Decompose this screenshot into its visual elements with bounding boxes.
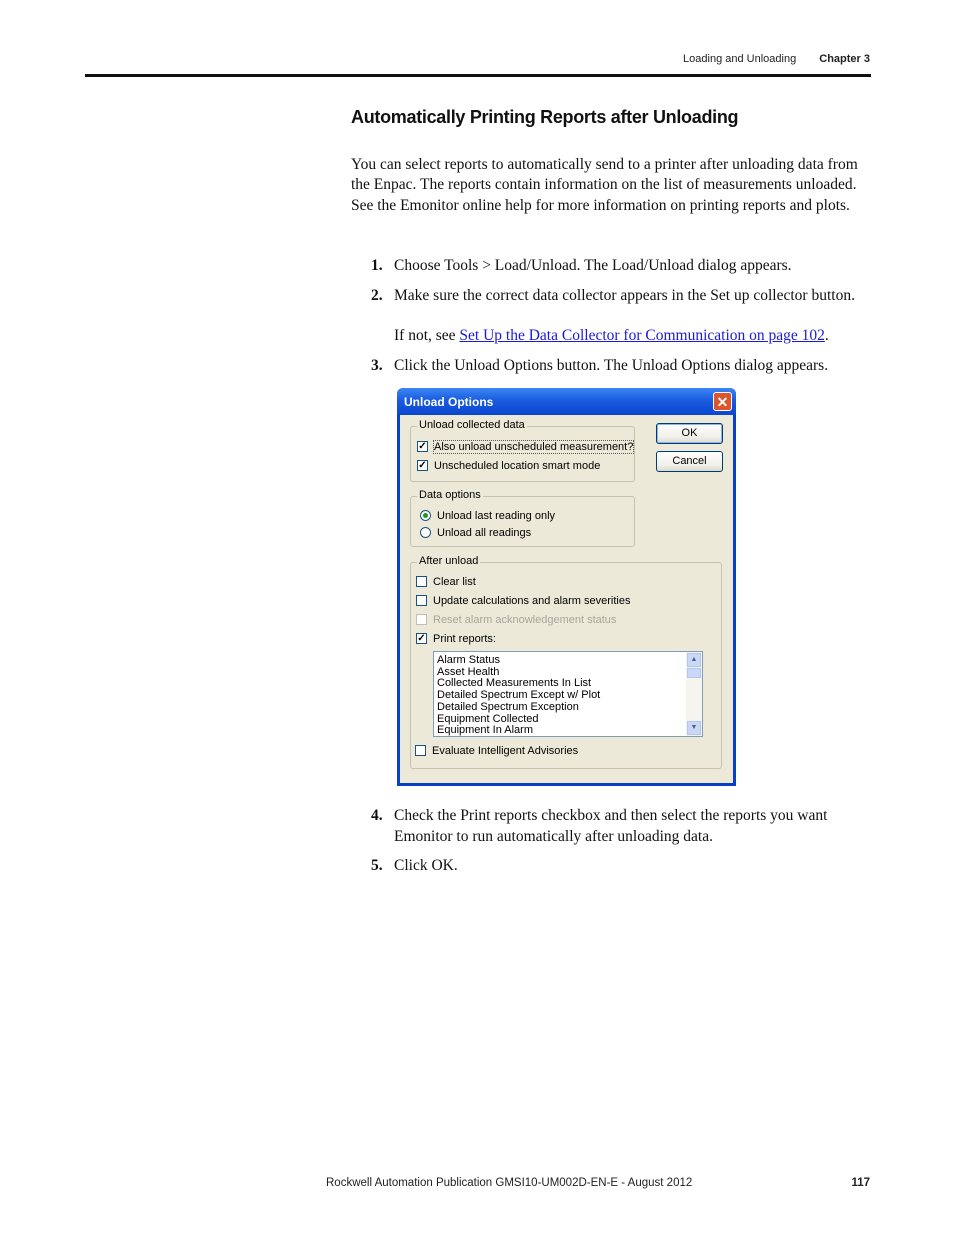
step-number: 5. xyxy=(371,857,383,874)
step-number: 3. xyxy=(371,357,383,374)
group-label: After unload xyxy=(419,555,479,567)
header-rule xyxy=(85,74,871,77)
clear-list-option[interactable] xyxy=(416,576,476,590)
unload-collected-data-group xyxy=(410,419,635,482)
checkbox-checked[interactable]: ✓ xyxy=(417,632,426,644)
header-section: Loading and Unloading xyxy=(683,53,797,65)
group-label: Data options xyxy=(419,489,481,501)
step-number: 2. xyxy=(371,287,383,304)
option-label: Also unload unscheduled measurement? xyxy=(434,441,634,453)
note-suffix: . xyxy=(824,327,829,344)
option-label: Clear list xyxy=(433,576,476,588)
step-4 xyxy=(371,805,871,849)
reset-alarm-option xyxy=(416,614,616,628)
page-number: 117 xyxy=(851,1177,870,1189)
list-item[interactable]: Asset Health xyxy=(437,666,500,678)
step-text: Click the Unload Options button. The Unload Options dialog appears. xyxy=(394,357,829,374)
option-label: Unload all readings xyxy=(437,527,532,539)
checkbox-unchecked[interactable] xyxy=(415,745,426,756)
checkbox-disabled xyxy=(416,614,427,625)
step-2-note xyxy=(394,325,829,346)
footer-publication: Rockwell Automation Publication GMSI10-UM002D-EN-E - August 2012 xyxy=(326,1177,693,1189)
option-label: Update calculations and alarm severities xyxy=(433,595,631,607)
checkbox-unchecked[interactable] xyxy=(416,595,427,606)
step-text: Click OK. xyxy=(394,857,458,874)
close-icon[interactable]: ✕ xyxy=(713,392,732,411)
radio-unselected[interactable] xyxy=(420,527,431,538)
option-label: Evaluate Intelligent Advisories xyxy=(432,745,579,757)
listbox-scrollbar[interactable] xyxy=(686,652,702,736)
step-number: 1. xyxy=(371,257,383,274)
running-header xyxy=(683,53,870,65)
step-text: Choose Tools > Load/Unload. The Load/Unload dialog appears. xyxy=(394,257,792,274)
dialog-title-bar xyxy=(397,388,736,415)
print-reports-option[interactable] xyxy=(416,633,496,647)
smart-mode-option[interactable] xyxy=(417,460,600,474)
header-chapter: Chapter 3 xyxy=(819,53,870,65)
cancel-button[interactable]: Cancel xyxy=(656,451,723,472)
list-item[interactable]: Detailed Spectrum Exception xyxy=(437,701,579,713)
step-number: 4. xyxy=(371,807,383,824)
cross-reference-link[interactable]: Set Up the Data Collector for Communication on page 102 xyxy=(459,327,825,344)
evaluate-advisories-option[interactable] xyxy=(415,745,578,759)
ok-button[interactable]: OK xyxy=(656,423,723,444)
checkbox-unchecked[interactable] xyxy=(416,576,427,587)
step-text: Check the Print reports checkbox and then select the reports you want Emonitor to run automatically after unloading data. xyxy=(394,807,828,845)
step-text: Make sure the correct data collector appears in the Set up collector button. xyxy=(394,287,855,304)
group-label: Unload collected data xyxy=(419,419,525,431)
note-prefix: If not, see xyxy=(394,327,460,344)
checkbox-checked[interactable]: ✓ xyxy=(418,459,427,471)
scroll-thumb[interactable] xyxy=(687,668,701,678)
radio-selected[interactable] xyxy=(420,510,431,521)
scroll-down-icon[interactable]: ▼ xyxy=(687,721,701,735)
update-calculations-option[interactable] xyxy=(416,595,631,609)
option-label: Unscheduled location smart mode xyxy=(434,460,601,472)
reports-listbox[interactable] xyxy=(433,651,703,737)
unload-last-reading-option[interactable] xyxy=(420,510,555,524)
list-item[interactable]: Collected Measurements In List xyxy=(437,677,592,689)
dialog-body xyxy=(400,415,733,783)
unscheduled-measurement-option[interactable] xyxy=(417,441,633,455)
checkbox-checked[interactable]: ✓ xyxy=(418,440,427,452)
unload-options-dialog xyxy=(397,388,736,786)
section-title: Automatically Printing Reports after Unloading xyxy=(351,107,739,127)
unload-all-readings-option[interactable] xyxy=(420,527,531,541)
data-options-group xyxy=(410,489,635,547)
option-label: Reset alarm acknowledgement status xyxy=(433,614,617,626)
list-item[interactable]: Detailed Spectrum Except w/ Plot xyxy=(437,689,601,701)
scroll-up-icon[interactable]: ▲ xyxy=(687,653,701,667)
list-item[interactable]: Alarm Status xyxy=(437,654,500,666)
list-item[interactable]: Equipment In Alarm xyxy=(437,724,533,736)
option-label: Unload last reading only xyxy=(437,510,556,522)
intro-paragraph: You can select reports to automatically send to a printer after unloading data from the Enpac. The reports contain information on the list of measurements unloaded. See the Emonitor online help for more information on printing reports and plots. xyxy=(351,156,858,214)
option-label: Print reports: xyxy=(433,633,496,645)
dialog-title: Unload Options xyxy=(404,395,494,409)
radio-dot xyxy=(423,513,428,518)
list-item[interactable]: Equipment Collected xyxy=(437,713,539,725)
